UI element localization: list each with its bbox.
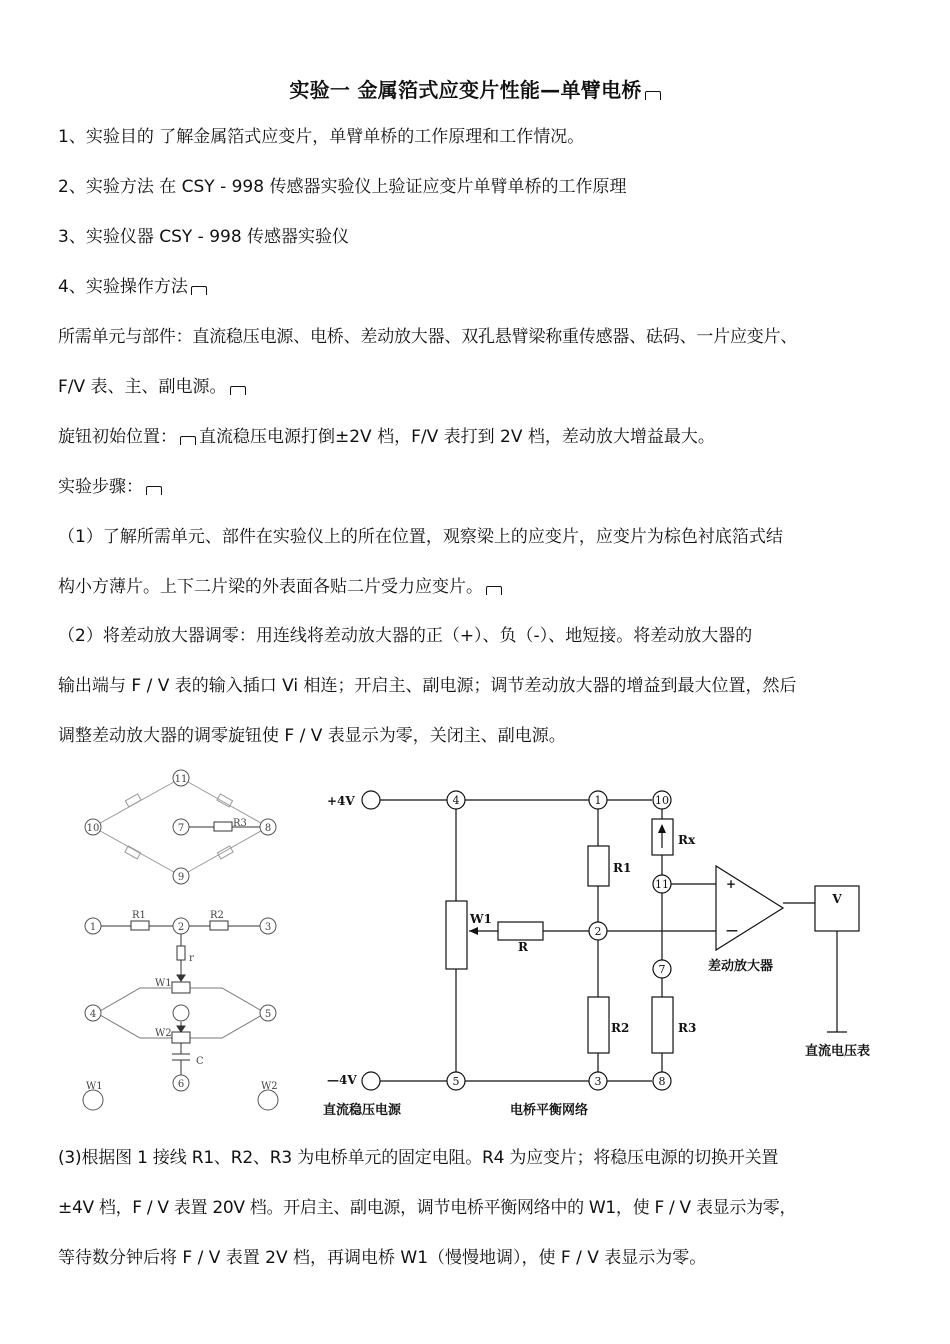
- paragraph-step2-line2: 输出端与 F / V 表的输入插口 Vi 相连；开启主、副电源；调节差动放大器的增益到最大位置，然后: [58, 676, 797, 696]
- paragraph-purpose: 1、实验目的 了解金属箔式应变片，单臂单桥的工作原理和工作情况。: [58, 127, 585, 147]
- paragraph-step2-line1: （2）将差动放大器调零：用连线将差动放大器的正（+）、负（-）、地短接。将差动放大器的: [58, 626, 753, 646]
- r1-label: R1: [132, 910, 146, 921]
- r-label: r: [189, 953, 194, 964]
- meter-caption: 直流电压表: [805, 1044, 871, 1059]
- knob-w1-label: W1: [86, 1081, 103, 1092]
- node-5-label: 5: [264, 1009, 272, 1020]
- node-10-label: 10: [86, 823, 100, 834]
- r2-label: R2: [611, 1021, 630, 1035]
- w1-label: W1: [155, 978, 172, 989]
- paragraph-mark-icon: [180, 436, 196, 445]
- paragraph-parts-line2: F/V 表、主、副电源。: [58, 362, 910, 412]
- bridge-unit-diagram: [70, 760, 295, 1120]
- circuit-diagram: [320, 780, 900, 1125]
- power-caption: 直流稳压电源: [323, 1103, 402, 1118]
- node-11-label: 11: [655, 878, 669, 891]
- node-7-label: 7: [658, 963, 666, 976]
- node-3-label: 3: [264, 922, 272, 933]
- r3-label: R3: [678, 1021, 697, 1035]
- paragraph-step3-line2: ±4V 档，F / V 表置 20V 档。开启主、副电源，调节电桥平衡网络中的 W1，使 F / V 表显示为零，: [58, 1198, 797, 1218]
- rx-label: Rx: [678, 833, 696, 847]
- meter-label: V: [832, 892, 842, 906]
- knob-w2-label: W2: [261, 1081, 278, 1092]
- r-label: R: [518, 940, 528, 954]
- node-9-label: 9: [177, 872, 185, 883]
- paragraph-mark-icon: [645, 91, 661, 100]
- amp-caption: 差动放大器: [708, 959, 774, 974]
- paragraph-parts-line1: 所需单元与部件：直流稳压电源、电桥、差动放大器、双孔悬臂梁称重传感器、砝码、一片应变片、: [58, 327, 798, 347]
- node-6-label: 6: [177, 1079, 185, 1090]
- paragraph-step1-line2: 构小方薄片。上下二片梁的外表面各贴二片受力应变片。: [58, 562, 910, 612]
- node-5-label: 5: [452, 1075, 460, 1088]
- paragraph-mark-icon: [486, 586, 502, 595]
- node-2-label: 2: [594, 925, 602, 938]
- paragraph-step3-line3: 等待数分钟后将 F / V 表置 2V 档，再调电桥 W1（慢慢地调），使 F / V 表显示为零。: [58, 1248, 707, 1268]
- page-title: 实验一 金属箔式应变片性能—单臂电桥: [0, 74, 950, 103]
- node-8-label: 8: [658, 1075, 666, 1088]
- w2-label: W2: [155, 1028, 172, 1039]
- node-3-label: 3: [594, 1075, 602, 1088]
- paragraph-instrument: 3、实验仪器 CSY - 998 传感器实验仪: [58, 227, 350, 247]
- paragraph-mark-icon: [191, 286, 207, 295]
- paragraph-knob-position: 旋钮初始位置： 直流稳压电源打倒±2V 档，F/V 表打到 2V 档，差动放大增益最大。: [58, 427, 715, 447]
- paragraph-step2-line3: 调整差动放大器的调零旋钮使 F / V 表显示为零，关闭主、副电源。: [58, 726, 566, 746]
- minus-4v-label: —4V: [327, 1073, 357, 1087]
- node-1-label: 1: [594, 794, 602, 807]
- bridge-caption: 电桥平衡网络: [510, 1103, 589, 1118]
- node-1-label: 1: [89, 922, 97, 933]
- node-2-label: 2: [177, 922, 185, 933]
- paragraph-step3-line1: (3)根据图 1 接线 R1、R2、R3 为电桥单元的固定电阻。R4 为应变片；将稳压电源的切换开关置: [58, 1148, 779, 1168]
- paragraph-mark-icon: [146, 486, 162, 495]
- paragraph-mark-icon: [230, 386, 246, 395]
- paragraph-method: 2、实验方法 在 CSY - 998 传感器实验仪上验证应变片单臂单桥的工作原理: [58, 177, 627, 197]
- paragraph-operation: 4、实验操作方法: [58, 262, 910, 312]
- amp-plus-label: +: [726, 877, 737, 891]
- r1-label: R1: [613, 861, 632, 875]
- paragraph-step1-line1: （1）了解所需单元、部件在实验仪上的所在位置，观察梁上的应变片，应变片为棕色衬底箔式结: [58, 527, 783, 547]
- node-10-label: 10: [655, 794, 669, 807]
- node-4-label: 4: [89, 1009, 97, 1020]
- node-8-label: 8: [264, 823, 272, 834]
- amp-minus-label: —: [726, 923, 738, 937]
- r3-label: R3: [233, 818, 247, 829]
- node-11-label: 11: [174, 774, 188, 785]
- plus-4v-label: +4V: [327, 794, 355, 808]
- w1-label: W1: [470, 912, 492, 926]
- node-7-label: 7: [177, 823, 185, 834]
- node-4-label: 4: [452, 794, 460, 807]
- r2-label: R2: [210, 910, 224, 921]
- paragraph-steps: 实验步骤：: [58, 462, 910, 512]
- c-label: C: [196, 1056, 204, 1067]
